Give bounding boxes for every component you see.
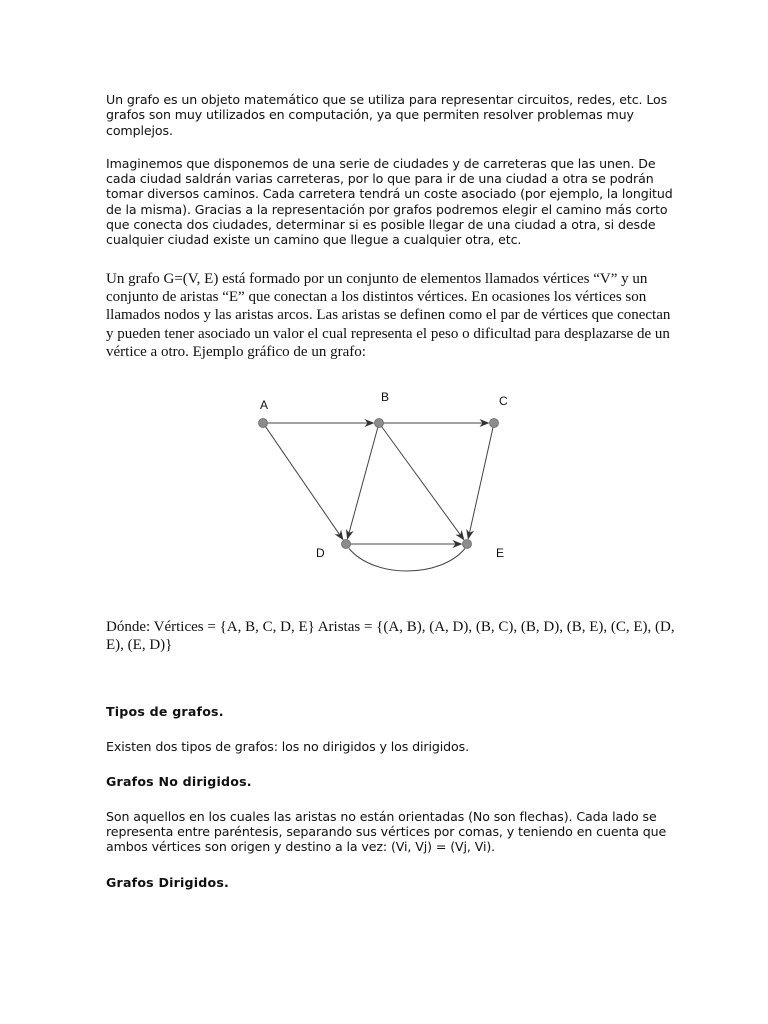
- node-D: [342, 539, 351, 548]
- graph-svg: [106, 385, 676, 600]
- node-label-E: E: [496, 545, 505, 560]
- document-page: [106, 92, 676, 890]
- intro-paragraph: Un grafo es un objeto matemático que se utiliza para representar circuitos, redes, etc. Los grafos son muy utilizados en computación, ya que permiten resolver problemas muy complejos.: [106, 92, 668, 138]
- edge-B-E: [382, 426, 464, 539]
- no-dirigidos-paragraph: Son aquellos en los cuales las aristas no están orientadas (No son flechas). Cada lado se representa entre paréntesis, separando sus vértices por comas, y teniendo en cuenta que ambos vértices son origen y destino a la vez: (Vi, Vj) = (Vj, Vi).: [106, 808, 667, 855]
- edge-E-D: [349, 548, 465, 571]
- edge-B-D: [347, 427, 377, 538]
- vertices-edges-definition: Dónde: Vértices = {A, B, C, D, E} Aristas = {(A, B), (A, D), (B, C), (B, D), (B, E), (C, E), (D, E), (E, D)}: [106, 618, 675, 654]
- node-B: [375, 418, 384, 427]
- node-label-C: C: [499, 393, 508, 408]
- node-A: [259, 418, 268, 427]
- cities-paragraph: Imaginemos que disponemos de una serie de ciudades y de carreteras que las unen. De cada ciudad saldrán varias carreteras, por lo que para ir de una ciudad a otra se podrán tomar diversos caminos. Cada carretera tendrá un coste asociado (por ejemplo, la longitud de la misma). Gracias a la representación por grafos podremos elegir el camino más corto que conecta dos ciudades, determinar si es posible llegar de una ciudad a otra, si desde cualquier ciudad existe un camino que llegue a cualquier otra, etc.: [106, 155, 673, 248]
- node-label-D: D: [316, 545, 325, 560]
- node-E: [463, 539, 472, 548]
- graph-diagram: [106, 385, 676, 600]
- graph-definition-paragraph: Un grafo G=(V, E) está formado por un conjunto de elementos llamados vértices “V” y un conjunto de aristas “E” que conectan a los distintos vértices. En ocasiones los vértices son llamados nodos y las aristas arcos. Las aristas se definen como el par de vértices que conectan y pueden tener asociado un valor el cual representa el peso o dificultad para desplazarse de un vértice a otro. Ejemplo gráfico de un grafo:: [106, 270, 671, 361]
- node-C: [490, 418, 499, 427]
- section-heading-dirigidos: Grafos Dirigidos.: [106, 874, 230, 890]
- node-label-B: B: [381, 389, 390, 404]
- section-heading-tipos: Tipos de grafos.: [106, 703, 224, 719]
- edge-C-E: [468, 427, 493, 538]
- section-heading-no-dirigidos: Grafos No dirigidos.: [106, 773, 252, 789]
- tipos-paragraph: Existen dos tipos de grafos: los no dirigidos y los dirigidos.: [106, 738, 470, 754]
- node-label-A: A: [260, 397, 269, 412]
- edge-A-D: [266, 426, 343, 539]
